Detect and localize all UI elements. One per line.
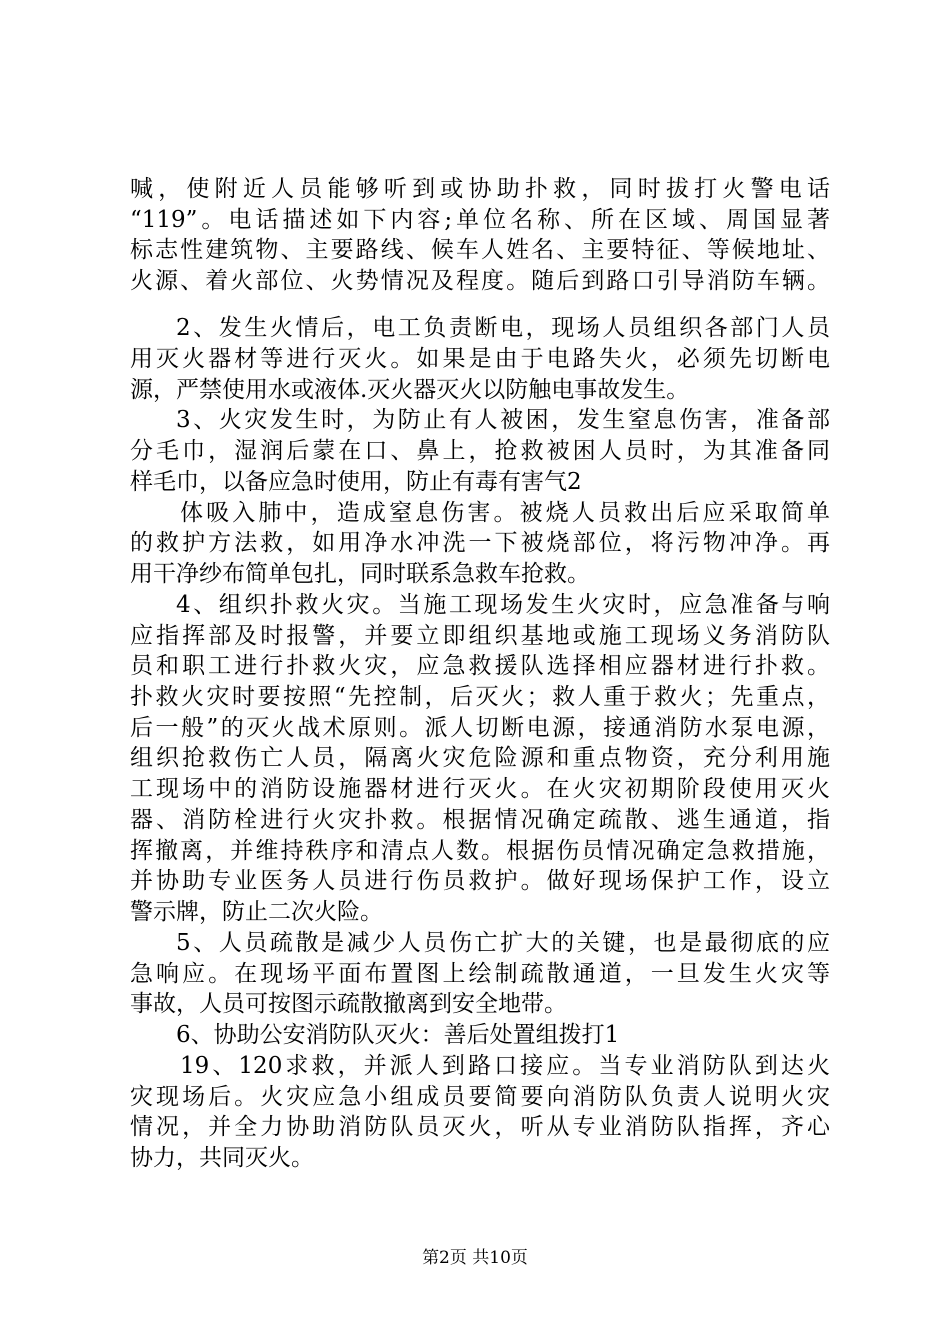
text-line: 分毛巾，湿润后蒙在口、鼻上，抢救被困人员时，为其准备同: [130, 438, 830, 464]
text-line: 标志性建筑物、主要路线、候车人姓名、主要特征、等候地址、: [130, 237, 830, 263]
text-line: 火源、着火部位、火势情况及程度。随后到路口引导消防车辆。: [130, 268, 830, 294]
text-line: “119”。电话描述如下内容;单位名称、所在区域、周国显著: [130, 207, 830, 233]
text-line: 扑救火灾时要按照“先控制，后灭火；救人重于救火；先重点，: [130, 684, 830, 710]
text-line: 体吸入肺中，造成窒息伤害。被烧人员救出后应采取简单: [180, 500, 830, 526]
text-line: 组织抢救伤亡人员，隔离火灾危险源和重点物资，充分利用施: [130, 745, 830, 771]
text-line: 19、120求救，并派人到路口接应。当专业消防队到达火: [180, 1053, 830, 1079]
text-line: 的救护方法救，如用净水冲洗一下被烧部位，将污物冲净。再: [130, 530, 830, 556]
text-line: 警示牌，防止二次火险。: [130, 899, 383, 925]
text-line: 6、协助公安消防队灭火：善后处置组拨打1: [176, 1022, 620, 1048]
text-line: 源，严禁使用水或液体.灭火器灭火以防触电事故发生。: [130, 377, 690, 403]
text-line: 器、消防栓进行火灾扑救。根据情况确定疏散、逃生通道，指: [130, 807, 830, 833]
text-line: 员和职工进行扑救火灾，应急救援队选择相应器材进行扑救。: [130, 653, 830, 679]
text-line: 工现场中的消防设施器材进行灭火。在火灾初期阶段使用灭火: [130, 776, 830, 802]
text-line: 3、火灾发生时，为防止有人被困，发生窒息伤害，准备部: [176, 407, 830, 433]
text-line: 喊，使附近人员能够听到或协助扑救，同时拔打火警电话: [130, 176, 830, 202]
text-line: 灾现场后。火灾应急小组成员要简要向消防队负责人说明火灾: [130, 1084, 830, 1110]
text-line: 应指挥部及时报警，并要立即组织基地或施工现场义务消防队: [130, 623, 830, 649]
text-line: 挥撤离，并维持秩序和清点人数。根据伤员情况确定急救措施，: [130, 838, 830, 864]
text-line: 用干净纱布简单包扎，同时联系急救车抢救。: [130, 561, 590, 587]
text-line: 样毛巾，以备应急时使用，防止有毒有害气2: [130, 469, 582, 495]
page-number-footer: 第2页 共10页: [422, 1248, 528, 1268]
text-line: 急响应。在现场平面布置图上绘制疏散通道，一旦发生火灾等: [130, 961, 830, 987]
text-line: 后一般”的灭火战术原则。派人切断电源，接通消防水泵电源，: [130, 715, 830, 741]
text-line: 2、发生火情后，电工负责断电，现场人员组织各部门人员: [176, 315, 830, 341]
text-line: 协力，共同灭火。: [130, 1145, 314, 1171]
text-line: 情况，并全力协助消防队员灭火，听从专业消防队指挥，齐心: [130, 1114, 830, 1140]
text-line: 事故，人员可按图示疏散撤离到安全地带。: [130, 991, 567, 1017]
text-line: 5、人员疏散是减少人员伤亡扩大的关键，也是最彻底的应: [176, 930, 830, 956]
text-line: 4、组织扑救火灾。当施工现场发生火灾时，应急准备与响: [176, 592, 830, 618]
text-line: 用灭火器材等进行灭火。如果是由于电路失火，必须先切断电: [130, 346, 830, 372]
text-line: 并协助专业医务人员进行伤员救护。做好现场保护工作，设立: [130, 868, 830, 894]
